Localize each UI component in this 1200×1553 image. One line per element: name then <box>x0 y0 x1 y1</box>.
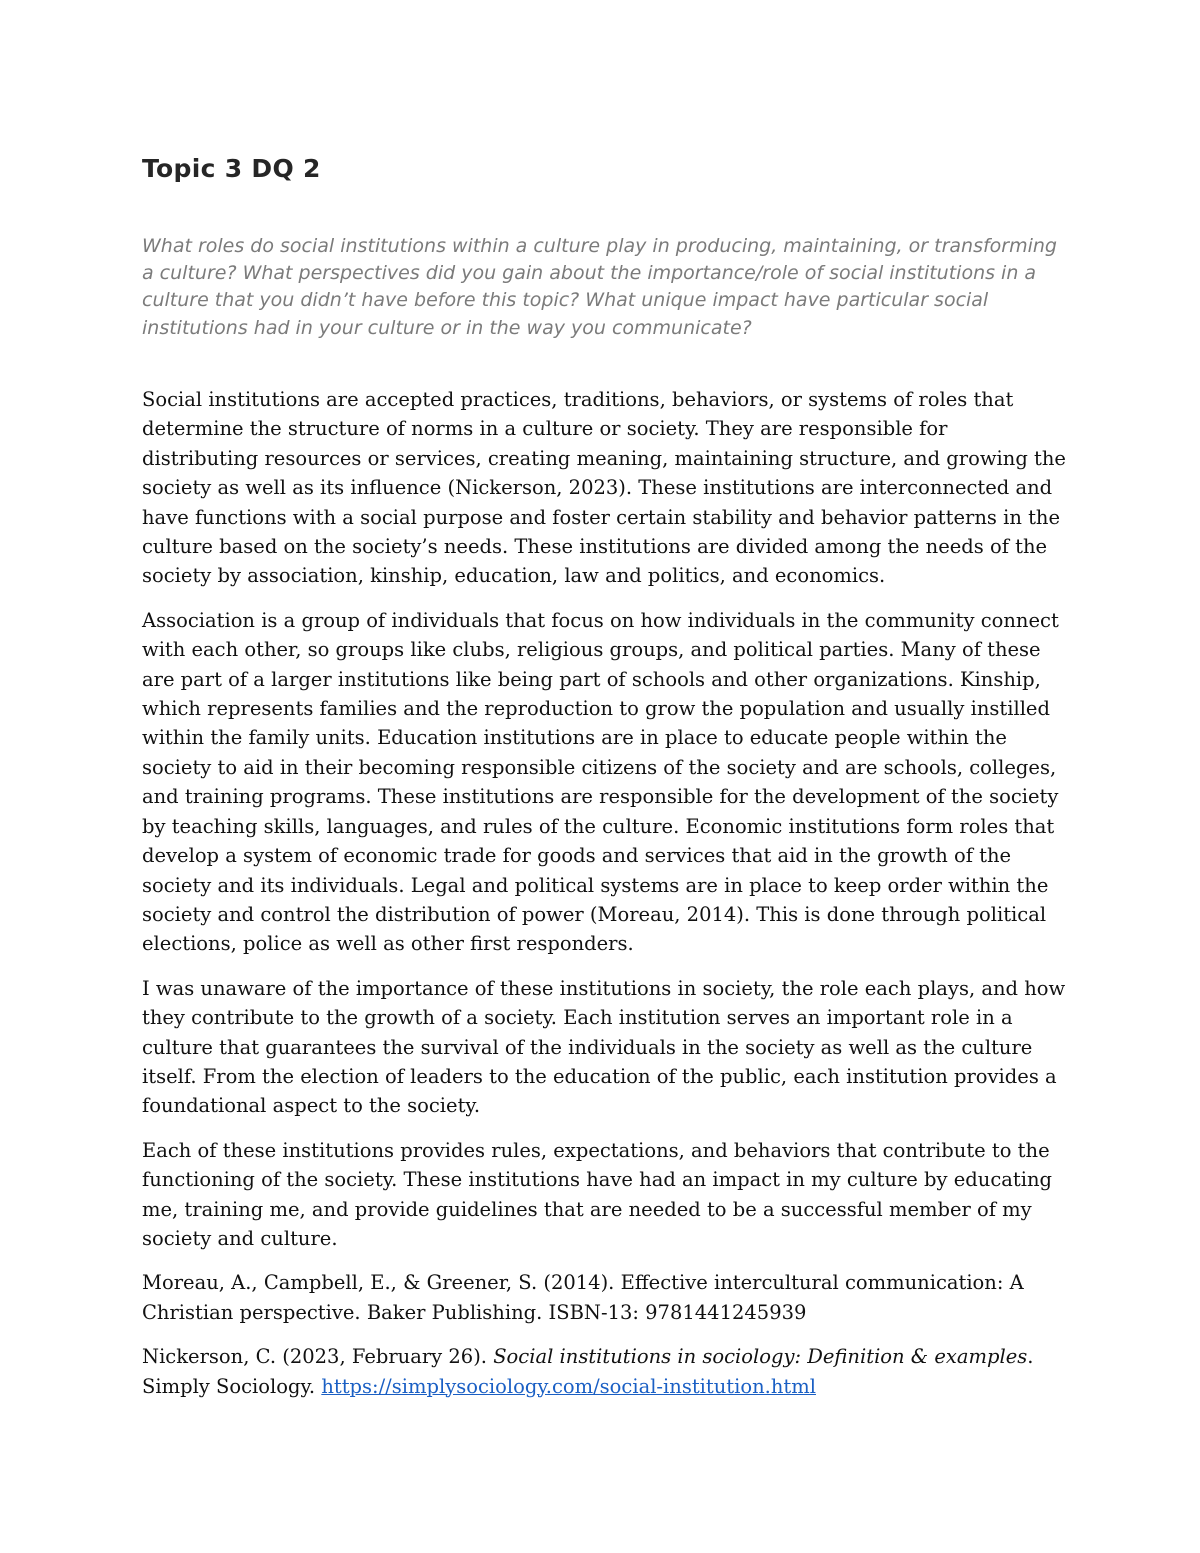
reference-nickerson-link[interactable]: https://simplysociology.com/social-institution.html <box>321 1374 816 1398</box>
discussion-prompt: What roles do social institutions within a culture play in producing, maintaining, or transforming a culture? What perspectives did you gain about the importance/role of social institutions in a culture that you didn’t have before this topic? What unique impact have particular social institutions had in your culture or in the way you communicate? <box>142 235 1057 339</box>
paragraph-3: I was unaware of the importance of these institutions in society, the role each plays, and how they contribute to the growth of a society. Each institution serves an important role in a culture that guarantees the survival of the individuals in the society as well as the culture itself. From the election of leaders to the education of the public, each institution provides a foundational aspect to the society. <box>142 976 1066 1118</box>
paragraph-2: Association is a group of individuals that focus on how individuals in the community connect with each other, so groups like clubs, religious groups, and political parties. Many of these are part of a larger institutions like being part of schools and other organizations. Kinship, which represents families and the reproduction to grow the population and usually instilled within the family units. Education institutions are in place to educate people within the society to aid in their becoming responsible citizens of the society and are schools, colleges, and training programs. These institutions are responsible for the development of the society by teaching skills, languages, and rules of the culture. Economic institutions form roles that develop a system of economic trade for goods and services that aid in the growth of the society and its individuals. Legal and political systems are in place to keep order within the society and control the distribution of power (Moreau, 2014). This is done through political elections, police as well as other first responders. <box>142 608 1059 956</box>
reference-nickerson-middle: . Simply Sociology. <box>142 1345 1034 1398</box>
document-title: Topic 3 DQ 2 <box>142 154 321 183</box>
reference-nickerson-prefix: Nickerson, C. (2023, February 26). <box>142 1345 494 1369</box>
document-body <box>142 385 1067 1416</box>
reference-moreau: Moreau, A., Campbell, E., & Greener, S. (2014). Effective intercultural communication: A Christian perspective. Baker Publishing. ISBN-13: 9781441245939 <box>142 1271 1024 1324</box>
reference-nickerson <box>142 1342 1067 1401</box>
paragraph-4: Each of these institutions provides rules, expectations, and behaviors that contribute to the functioning of the society. These institutions have had an impact in my culture by educating me, training me, and provide guidelines that are needed to be a successful member of my society and culture. <box>142 1138 1052 1250</box>
paragraph-1: Social institutions are accepted practices, traditions, behaviors, or systems of roles that determine the structure of norms in a culture or society. They are responsible for distributing resources or services, creating meaning, maintaining structure, and growing the society as well as its influence (Nickerson, 2023). These institutions are interconnected and have functions with a social purpose and foster certain stability and behavior patterns in the culture based on the society’s needs. These institutions are divided among the needs of the society by association, kinship, education, law and politics, and economics. <box>142 388 1066 588</box>
reference-nickerson-title: Social institutions in sociology: Definition & examples <box>493 1345 1028 1369</box>
